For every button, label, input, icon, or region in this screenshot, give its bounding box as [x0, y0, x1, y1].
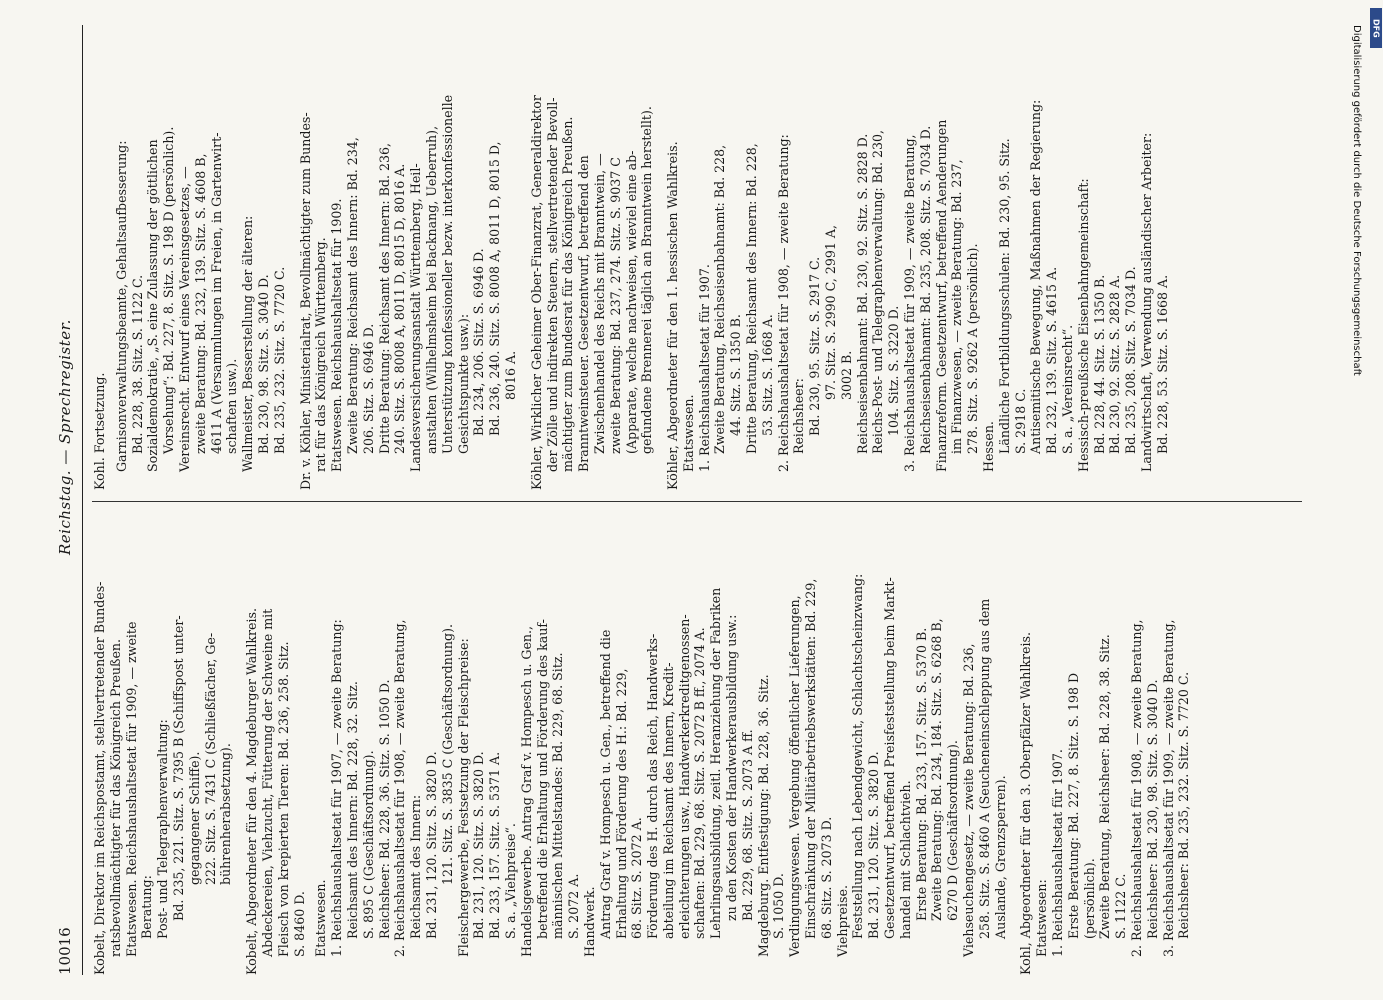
index-line: Branntweinsteuer. Gesetzentwurf, betreffend den [576, 155, 592, 472]
index-line: Handelsgewerbe. Antrag Graf v. Hompesch u. Gen., [518, 625, 534, 957]
index-line: Vereinsrecht. Entwurf eines Vereinsgesetzes, — [176, 166, 192, 472]
index-line: Landwirtschaft, Verwendung ausländischer Arbeiter: [1139, 132, 1154, 472]
index-line: Kobelt, Direktor im Reichspostamt, stellvertretender Bundes- [92, 581, 107, 975]
index-line: Bd. 235, 221. Sitz. S. 7395 B (Schiffspost unter- [170, 615, 186, 921]
index-line: Förderung des H. durch das Reich, Handwerks- [645, 633, 661, 939]
index-line: Landesversicherungsanstalt Württemberg, Heil- [408, 163, 424, 472]
index-line: Bd. 230, 98. Sitz. S. 3040 D. [255, 274, 271, 454]
index-line: Reichseisenbahnamt: Bd. 230, 92. Sitz. S. 2828 D. [854, 133, 870, 454]
index-line: Kohl. Fortsetzung. [92, 372, 107, 490]
index-line: schaften usw.). [224, 358, 240, 454]
index-line: Bd. 235, 208. Sitz. S. 7034 D. [1123, 266, 1139, 454]
index-line: S. 895 C (Geschäftsordnung). [360, 750, 376, 939]
index-line: Bd. 234, 206. Sitz. S. 6946 D. [471, 248, 487, 436]
index-line: Viehseuchengesetz, — zweite Beratung: Bd. 236, [961, 643, 977, 957]
index-line: Reichs-Post- und Telegraphenverwaltung: Bd. 230, [870, 130, 886, 454]
index-line: zweite Beratung: Bd. 232, 139. Sitz. S. 4608 B, [192, 153, 208, 454]
index-line: Ländliche Fortbildungsschulen: Bd. 230, 95. Sitz. [996, 138, 1012, 454]
rotated-document-page [50, 25, 1310, 975]
index-line: Handwerk. [581, 886, 597, 957]
index-line: Dr. v. Köhler, Ministerialrat, Bevollmächtigter zum Bundes- [297, 112, 313, 490]
index-line: Bd. 228, 44. Sitz. S. 1350 B. [1091, 274, 1107, 454]
index-line: Etatswesen. [313, 879, 329, 957]
index-line: 121. Sitz. S. 3835 C (Geschäftsordnung). [439, 623, 455, 885]
index-line: Reichsheer: Bd. 230, 98. Sitz. S. 3040 D. [1144, 679, 1160, 939]
index-line: Erste Beratung: Bd. 227, 8. Sitz. S. 198 D [1065, 672, 1081, 939]
index-line: Unterstützung konfessioneller bezw. interkonfessionelle [439, 94, 455, 454]
index-line: Hessisch-preußische Eisenbahngemeinschaft: [1075, 178, 1091, 472]
index-line: zweite Beratung: Bd. 237, 274. Sitz. S. 9037 C [607, 157, 623, 454]
index-line: erleichterungen usw., Handwerkerkreditgenossen- [676, 614, 692, 939]
index-line: Lehrlingsausbildung, zeitl. Heranziehung der Fabriken [708, 587, 724, 939]
index-line: Abdeckereien, Viehzucht, Fütterung der Schweine mit [259, 608, 275, 957]
index-line: Zwischenhandel des Reichs mit Branntwein, — [591, 153, 607, 454]
index-line: Gesichtspunkte usw.): [455, 313, 471, 454]
dfg-logo: DFG [1370, 8, 1382, 48]
index-line: Wallmeister, Besserstellung der älteren: [240, 215, 256, 472]
index-line: Etatswesen: [1034, 879, 1050, 957]
index-line: 4611 A (Versammlungen im Freien, in Gartenwirt- [208, 132, 224, 454]
index-line: Garnisonverwaltungsbeamte, Gehaltsaufbesserung: [113, 140, 129, 472]
index-line: Bd. 230, 95. Sitz. S. 2917 C. [807, 256, 823, 436]
index-line: Bd. 230, 92. Sitz. S. 2828 A. [1107, 274, 1123, 454]
index-line: 222. Sitz. S. 7431 C (Schließfächer, Ge- [202, 632, 218, 885]
index-line: Bd. 233, 157. Sitz. S. 5371 A. [487, 751, 503, 939]
index-line: 206. Sitz. S. 6946 D. [360, 323, 376, 454]
index-line: Reichsamt des Innern: [408, 794, 424, 939]
index-line: der Zölle und indirekten Steuern, stellvertretender Bevoll- [544, 97, 560, 472]
index-line: betreffend die Erhaltung und Förderung des kauf- [534, 619, 550, 939]
index-line: Etatswesen. [680, 394, 696, 472]
index-line: Köhler, Abgeordneter für den 1. hessischen Wahlkreis. [665, 141, 681, 490]
page-number: 10016 [56, 927, 74, 975]
index-line: Zweite Beratung: Reichsamt des Innern: Bd. 234, [344, 137, 360, 454]
index-line: rat für das Königreich Württemberg. [313, 237, 329, 472]
index-line: 1. Reichshaushaltsetat für 1907, — zweite Beratung: [329, 619, 345, 957]
index-line: Finanzreform. Gesetzentwurf, betreffend Aenderungen [933, 119, 949, 472]
index-line: Bd. 228, 53. Sitz. S. 1668 A. [1154, 274, 1170, 454]
index-line: Hessen. [981, 421, 997, 472]
index-line: 3002 B. [838, 350, 854, 400]
digitization-note [1345, 25, 1367, 980]
index-line: Reichsheer: Bd. 235, 232. Sitz. S. 7720 C. [1176, 671, 1192, 939]
index-line: S. 1122 C. [1113, 873, 1129, 939]
index-line: abteilung im Reichsamt des Innern, Kredit- [660, 662, 676, 939]
index-line: zu den Kosten der Handwerkerausbildung usw.: [724, 614, 740, 921]
index-line: 6270 D (Geschäftsordnung). [945, 740, 961, 921]
left-column [92, 515, 1302, 975]
index-line: Gesetzentwurf, betreffend Preisfeststellung beim Markt- [882, 577, 898, 939]
index-line: Etatswesen. Reichshaushaltsetat für 1909. [329, 198, 345, 472]
index-line: im Finanzwesen, — zweite Beratung: Bd. 237, [949, 159, 965, 454]
index-line: Köhler, Wirklicher Geheimer Ober-Finanzrat, Generaldirektor [528, 95, 544, 490]
index-line: S. a. „Viehpreise“. [502, 823, 518, 939]
index-line: Erste Beratung: Bd. 233, 157. Sitz. S. 5370 B. [913, 627, 929, 921]
index-line: männischen Mittelstandes: Bd. 229, 68. Sitz. [550, 652, 566, 939]
index-line: anstalten (Wilhelmsheim bei Backnang, Ueberruh), [423, 125, 439, 454]
index-line: Dritte Beratung: Reichsamt des Innern: Bd. 236, [376, 142, 392, 454]
index-line: Zweite Beratung: Bd. 234, 184. Sitz. S. 6268 B, [929, 618, 945, 921]
index-line: Bd. 236, 240. Sitz. S. 8008 A, 8011 D, 8015 D, [487, 141, 503, 436]
index-line: Bd. 229, 68. Sitz. S. 2073 A ff. [739, 729, 755, 921]
index-line: (persönlich). [1081, 858, 1097, 939]
index-line: 68. Sitz. S. 2072 A. [629, 817, 645, 939]
index-line: 2. Reichshaushaltsetat für 1908, — zweite Beratung, [392, 619, 408, 957]
index-line: Sozialdemokratie, „S. eine Zulassung der göttlichen [145, 139, 161, 472]
index-line: Erhaltung und Förderung des H.: Bd. 229, [613, 668, 629, 939]
index-line: (Apparate, welche nachweisen, wieviel eine ab- [623, 150, 639, 454]
index-line: Einschränkung der Militärbetriebswerkstätten: Bd. 229, [803, 578, 819, 939]
index-line: 3. Reichshaushaltsetat für 1909, — zweite Beratung, [902, 134, 918, 472]
index-line: Bd. 235, 232. Sitz. S. 7720 C. [271, 266, 287, 454]
index-line: Feststellung nach Lebendgewicht, Schlachtscheinzwang: [850, 573, 866, 939]
index-line: gegangener Schiffe). [186, 751, 202, 885]
index-line: Reichseisenbahnamt: Bd. 235, 208. Sitz. S. 7034 D. [917, 125, 933, 454]
index-line: Bd. 232, 139. Sitz. S. 4615 A. [1044, 266, 1060, 454]
index-line: Kobelt, Abgeordneter für den 4. Magdeburger Wahlkreis. [244, 608, 260, 975]
header-rule [82, 25, 83, 975]
index-line: schaften: Bd. 229, 68. Sitz. S. 2072 B ff., 2074 A. [692, 627, 708, 939]
index-line: bührenherabsetzung). [218, 743, 234, 885]
index-line: ratsbevollmächtigter für das Königreich Preußen. [107, 638, 123, 957]
index-line: 2. Reichshaushaltsetat für 1908, — zweite Beratung, [1129, 619, 1144, 957]
index-line: S. a. „Vereinsrecht“. [1060, 324, 1076, 454]
index-line: Vorsehung“: Bd. 227, 8. Sitz. S. 198 D (persönlich). [161, 126, 177, 454]
index-line: 258. Sitz. S. 8460 A (Seucheneinschleppung aus dem [976, 598, 992, 939]
index-line: Fleischergewerbe, Festsetzung der Fleischpreise: [455, 638, 471, 957]
index-line: Antrag Graf v. Hompesch u. Gen., betreffend die [597, 629, 613, 939]
index-line: Dritte Beratung, Reichsamt des Innern: Bd. 228, [744, 143, 760, 454]
index-line: 278. Sitz. S. 9262 A (persönlich). [965, 243, 981, 454]
index-line: Zweite Beratung, Reichseisenbahnamt: Bd. 228, [712, 144, 728, 454]
index-line: S. 8460 D. [291, 891, 307, 957]
index-line: Bd. 231, 120. Sitz. S. 3820 D. [423, 751, 439, 939]
index-line: Bd. 228, 38. Sitz. S. 1122 C. [129, 274, 145, 454]
index-line: 1. Reichshaushaltsetat für 1907. [1050, 749, 1066, 957]
page-header [50, 25, 76, 975]
index-line: mächtigter zum Bundesrat für das Königreich Preußen. [560, 116, 576, 472]
index-line: gefundene Brennerei täglich an Branntwein herstellt). [639, 106, 655, 454]
index-line: 104. Sitz. S. 3220 D. [886, 305, 902, 436]
index-line: Magdeburg. Entfestigung: Bd. 228, 36. Sitz. [755, 674, 771, 957]
index-line: 44. Sitz. S. 1350 B. [728, 314, 744, 436]
index-line: Beratung: [139, 875, 155, 939]
index-line: Verdingungswesen. Vergebung öffentlicher Lieferungen, [787, 595, 803, 957]
index-line: Reichsheer: [791, 378, 807, 454]
index-line: 53. Sitz. S. 1668 A. [759, 314, 775, 436]
index-line: 3. Reichshaushaltsetat für 1909, — zweite Beratung, [1160, 619, 1176, 957]
index-line: Etatswesen. Reichshaushaltsetat für 1909, — zweite [123, 621, 139, 957]
index-line: Viehpreise. [834, 885, 850, 957]
column-divider [92, 501, 1302, 502]
index-line: 68. Sitz. S. 2073 D. [818, 816, 834, 939]
index-line: Post- und Telegraphenverwaltung: [155, 719, 171, 939]
digitization-note-text: Digitalisierung gefördert durch die Deutsche Forschungsgemeinschaft [1351, 25, 1362, 376]
index-line: handel mit Schlachtvieh. [897, 780, 913, 939]
index-line: 240. Sitz. S. 8008 A, 8011 D, 8015 D, 8016 A. [392, 163, 408, 454]
index-line: Reichsamt des Innern: Bd. 228, 32. Sitz. [344, 681, 360, 939]
index-line: S. 2072 A. [566, 873, 582, 939]
index-line: Antisemitische Bewegung, Maßnahmen der Regierung: [1028, 99, 1044, 454]
index-line: Fleisch von krepierten Tieren: Bd. 236, 258. Sitz. [275, 641, 291, 957]
index-line: 1. Reichshaushaltsetat für 1907. [696, 264, 712, 472]
index-line: Zweite Beratung, Reichsheer: Bd. 228, 38. Sitz. [1097, 634, 1113, 939]
running-title: Reichstag. — Sprechregister. [56, 319, 74, 555]
index-line: S. 1050 D. [771, 873, 787, 939]
index-line: Reichsheer: Bd. 228, 36. Sitz. S. 1050 D. [376, 679, 392, 939]
index-line: 2. Reichshaushaltsetat für 1908, — zweite Beratung: [775, 134, 791, 472]
index-line: Kohl, Abgeordneter für den 3. Oberpfälzer Wahlkreis. [1018, 631, 1034, 975]
index-line: S. 2918 C. [1012, 388, 1028, 454]
index-line: Bd. 231, 120. Sitz. S. 3820 D. [866, 751, 882, 939]
index-line: 8016 A. [502, 350, 518, 400]
index-line: Bd. 231, 120. Sitz. S. 3820 D. [471, 751, 487, 939]
index-line: Auslande, Grenzsperren). [992, 775, 1008, 939]
index-line: 97. Sitz. S. 2990 C, 2991 A, [823, 225, 839, 400]
right-column [92, 30, 1302, 490]
